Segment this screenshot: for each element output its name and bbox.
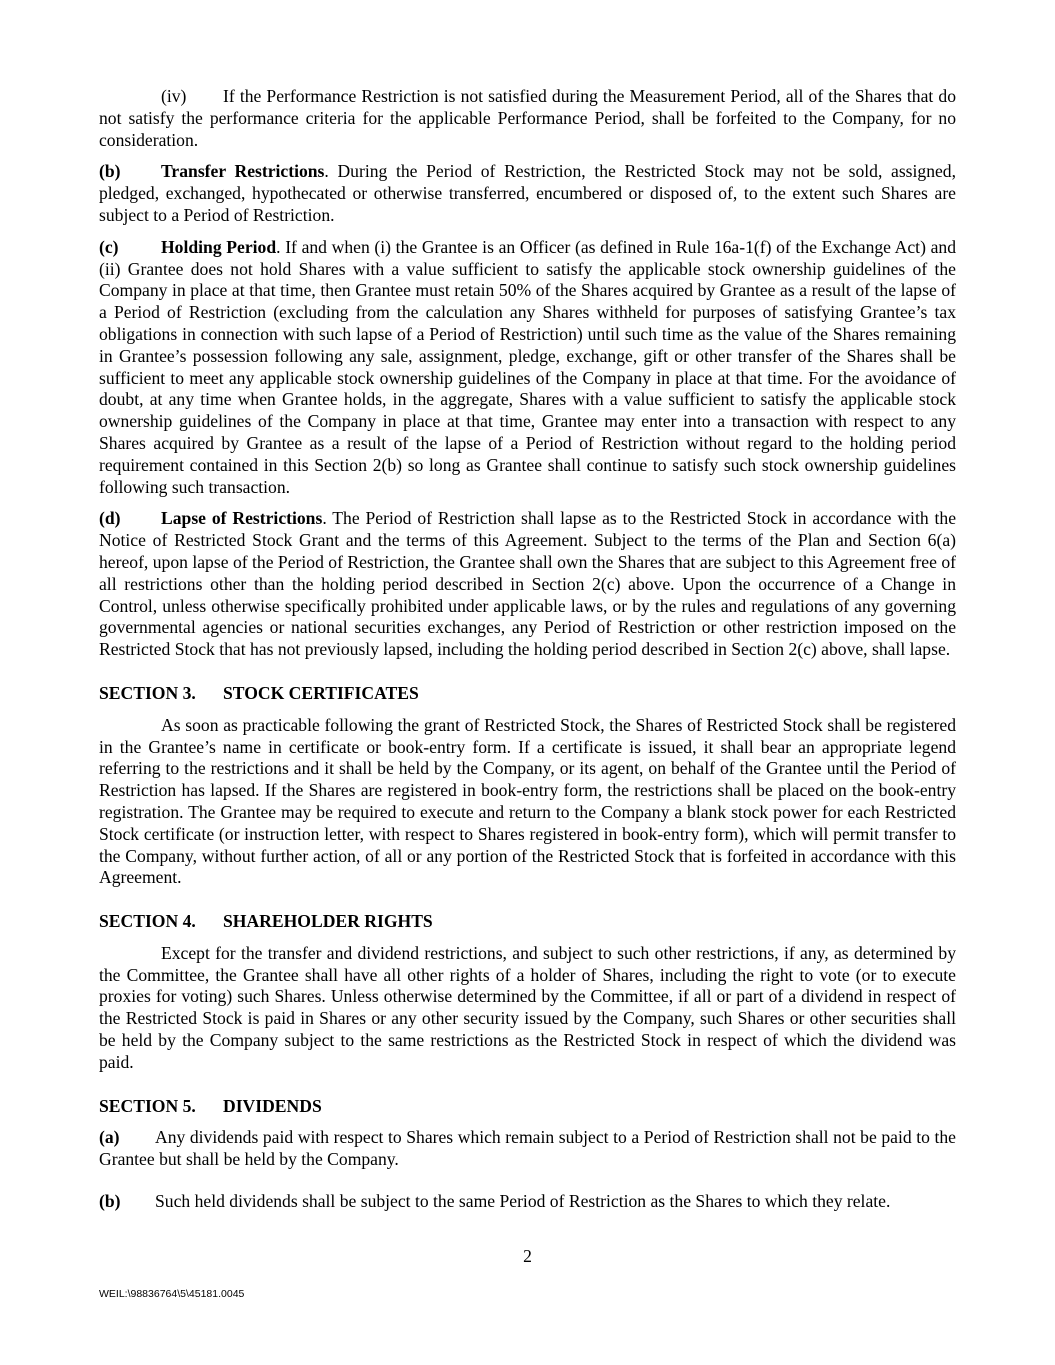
section-3-title: STOCK CERTIFICATES bbox=[223, 682, 419, 703]
paragraph-c-title: Holding Period bbox=[161, 236, 277, 257]
section-5-b-label: (b) bbox=[99, 1191, 121, 1212]
section-5-a-text: Any dividends paid with respect to Shares which remain subject to a Period of Restriction shall not be paid to the Grantee but shall be held by the Company. bbox=[99, 1127, 956, 1170]
paragraph-iv-text: If the Performance Restriction is not satisfied during the Measurement Period, all of the Shares that do not satisfy the performance criteria for the applicable Performance Period, shall be forfeited to the Company, for no consideration. bbox=[99, 86, 956, 150]
paragraph-d bbox=[99, 508, 956, 661]
section-3-text: As soon as practicable following the grant of Restricted Stock, the Shares of Restricted Stock shall be registered in the Grantee’s name in certificate or book-entry form. If a certificate is issued, it shall bear an appropriate legend referring to the restrictions and it shall be held by the Company, or its agent, on behalf of the Grantee until the Period of Restriction has lapsed. If the Shares are registered in book-entry form, the restrictions shall be placed on the book-entry registration. The Grantee may be required to execute and return to the Company a blank stock power for each Restricted Stock certificate (or instruction letter, with respect to Shares registered in book-entry form), which will permit transfer to the Company, without further action, of all or any portion of the Restricted Stock that is forfeited in accordance with this Agreement. bbox=[99, 714, 956, 888]
paragraph-d-text: . The Period of Restriction shall lapse as to the Restricted Stock in accordance with the Notice of Restricted Stock Grant and the terms of this Agreement. Subject to the terms of the Plan and Section 6(a) hereof, upon lapse of the Period of Restriction, the Grantee shall own the Shares that are subject to this Agreement free of all restrictions other than the holding period described in Section 2(c) above. Upon the occurrence of a Change in Control, unless otherwise specifically prohibited under applicable laws, or by the rules and regulations of any governing governmental agencies or national securities exchanges, any Period of Restriction or other restriction imposed on the Restricted Stock that has not previously lapsed, including the holding period described in Section 2(c) above, shall lapse. bbox=[99, 508, 957, 660]
paragraph-d-title: Lapse of Restrictions bbox=[161, 508, 323, 529]
section-3-heading bbox=[99, 683, 956, 705]
section-5-heading bbox=[99, 1096, 956, 1118]
document-body bbox=[99, 86, 956, 1223]
section-5-paragraph-a bbox=[99, 1127, 956, 1171]
section-5-b-text: Such held dividends shall be subject to the same Period of Restriction as the Shares to which they relate. bbox=[155, 1191, 891, 1212]
section-4-number: SECTION 4. bbox=[99, 911, 196, 932]
paragraph-b-title: Transfer Restrictions bbox=[161, 161, 325, 182]
paragraph-b-label: (b) bbox=[99, 161, 121, 182]
page-number: 2 bbox=[523, 1246, 532, 1266]
document-footer-reference: WEIL:\98836764\5\45181.0045 bbox=[99, 1288, 245, 1300]
paragraph-d-label: (d) bbox=[99, 508, 121, 529]
section-5-a-label: (a) bbox=[99, 1127, 120, 1148]
section-5-title: DIVIDENDS bbox=[223, 1095, 322, 1116]
section-4-heading bbox=[99, 911, 956, 933]
section-5-number: SECTION 5. bbox=[99, 1095, 196, 1116]
paragraph-c-label: (c) bbox=[99, 236, 119, 257]
paragraph-c bbox=[99, 237, 956, 499]
section-5-paragraph-b bbox=[99, 1191, 956, 1213]
paragraph-c-text: . If and when (i) the Grantee is an Officer (as defined in Rule 16a-1(f) of the Exchange Act) and (ii) Grantee does not hold Shares with a value sufficient to satisfy the applicable stock ownership guidelines of the Company in place at that time, then Grantee must retain 50% of the Shares acquired by Grantee as a result of the lapse of a Period of Restriction (excluding from the calculation any Shares withheld for purposes of satisfying Grantee’s tax obligations in connection with such lapse of a Period of Restriction) until such time as the value of the Shares remaining in Grantee’s possession following any sale, assignment, pledge, exchange, gift or other transfer of the Shares shall be sufficient to meet any applicable stock ownership guidelines of the Company in place at that time. For the avoidance of doubt, at any time when Grantee holds, in the aggregate, Shares with a value sufficient to satisfy the applicable stock ownership guidelines of the Company in place at that time, Grantee may enter into a transaction with respect to any Shares acquired by Grantee as a result of the lapse of a Period of Restriction without regard to the holding period requirement contained in this Section 2(b) so long as Grantee shall continue to satisfy such stock ownership guidelines following such transaction. bbox=[99, 236, 956, 497]
section-3-number: SECTION 3. bbox=[99, 682, 196, 703]
paragraph-b-text: . During the Period of Restriction, the Restricted Stock may not be sold, assigned, pledged, exchanged, hypothecated or otherwise transferred, encumbered or disposed of, to the extent such Shares are subject to a Period of Restriction. bbox=[99, 161, 957, 225]
section-4-text: Except for the transfer and dividend restrictions, and subject to such other restrictions, if any, as determined by the Committee, the Grantee shall have all other rights of a holder of Shares, including the right to vote (or to execute proxies for voting) such Shares. Unless otherwise determined by the Committee, if all or part of a dividend in respect of the Restricted Stock is paid in Shares or any other security issued by the Company, such Shares or other securities shall be held by the Company subject to the same restrictions as the Restricted Stock in respect of which the dividend was paid. bbox=[99, 942, 956, 1072]
paragraph-b bbox=[99, 161, 956, 226]
section-4-title: SHAREHOLDER RIGHTS bbox=[223, 911, 433, 932]
paragraph-iv-label: (iv) bbox=[161, 86, 187, 106]
paragraph-iv bbox=[99, 86, 956, 151]
